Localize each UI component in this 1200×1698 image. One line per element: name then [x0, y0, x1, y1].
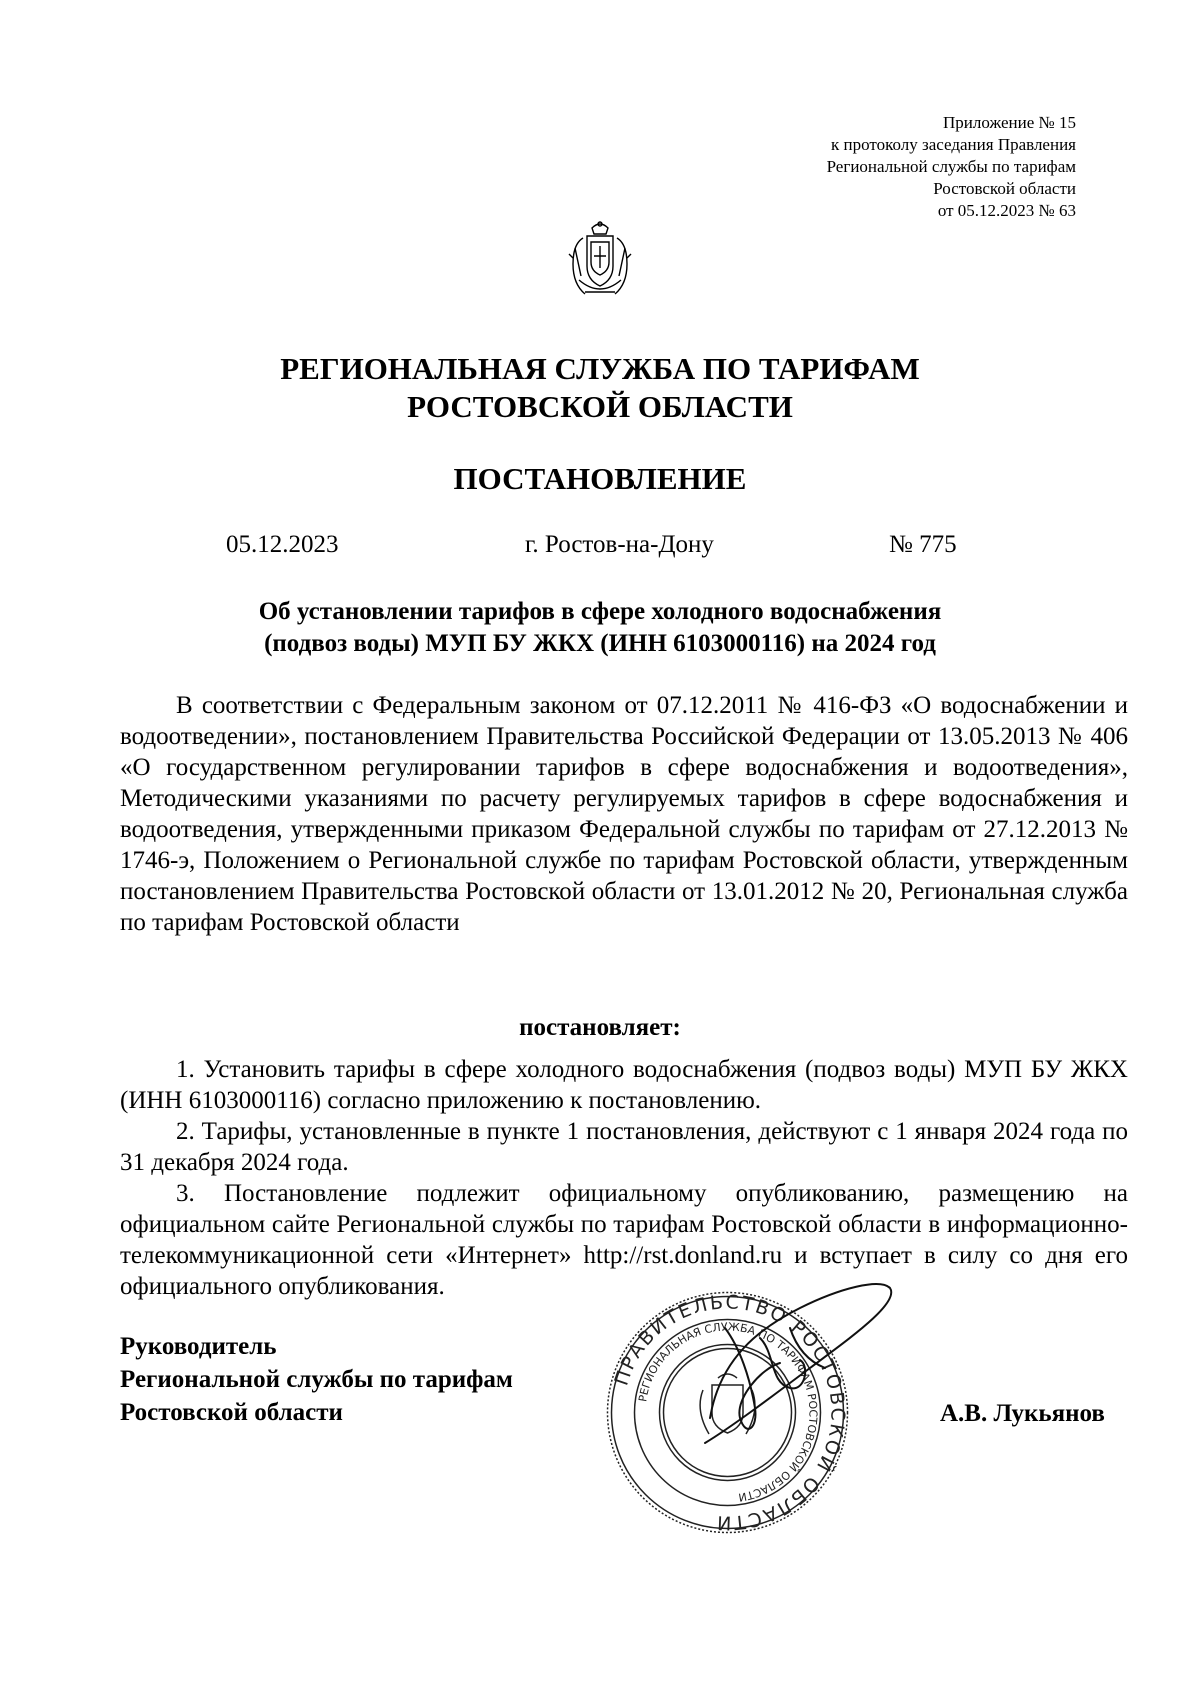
preamble-paragraph: В соответствии с Федеральным законом от 07.12.2011 № 416-ФЗ «О водоснабжении и водоотведении», постановлением Правительства Российской Федерации от 13.05.2013 № 406 «О государственном регулировании тарифов в сфере водоснабжения и водоотведения», Методическими указаниями по расчету регулируемых тарифов в сфере водоснабжения и водоотведения, утвержденными приказом Федеральной службы по тарифам от 27.12.2013 № 1746-э, Положением о Региональной службе по тарифам Ростовской области, утвержденным постановлением Правительства Ростовской области от 13.01.2012 № 20, Региональная служба по тарифам Ростовской области [120, 692, 1128, 936]
signatory-title-line: Региональной службы по тарифам [120, 1366, 513, 1393]
subject-line-2: (подвоз воды) МУП БУ ЖКХ (ИНН 6103000116) на 2024 год [264, 630, 936, 657]
stamp-outer-text: ПРАВИТЕЛЬСТВО РОСТОВСКОЙ ОБЛАСТИ [610, 1291, 849, 1534]
document-date: 05.12.2023 [226, 531, 339, 558]
appendix-line: от 05.12.2023 № 63 [937, 201, 1076, 220]
stamp-inner-text: РЕГИОНАЛЬНАЯ СЛУЖБА ПО ТАРИФАМ РОСТОВСКОЙ ОБЛАСТИ [636, 1320, 820, 1504]
coat-of-arms-icon [565, 218, 635, 304]
organization-line-2: РОСТОВСКОЙ ОБЛАСТИ [407, 389, 793, 424]
document-type: ПОСТАНОВЛЕНИЕ [453, 461, 747, 496]
appendix-line: Ростовской области [933, 179, 1076, 198]
signatory-title-line: Руководитель [120, 1333, 277, 1360]
resolution-items [120, 1054, 1128, 1302]
subject-line-1: Об установлении тарифов в сфере холодного водоснабжения [258, 598, 942, 625]
appendix-block [696, 112, 1076, 222]
organization-title [0, 350, 1200, 426]
signatory-title-line: Ростовской области [120, 1399, 343, 1426]
resolution-item: 1. Установить тарифы в сфере холодного водоснабжения (подвоз воды) МУП БУ ЖКХ (ИНН 6103000116) согласно приложению к постановлению. [120, 1056, 1128, 1114]
document-subject [120, 596, 1080, 660]
resolution-item: 3. Постановление подлежит официальному опубликованию, размещению на официальном сайте Региональной службы по тарифам Ростовской области в информационно-телекоммуникационной сети «Интернет» http://rst.donland.ru и вступает в силу со дня его официального опубликования. [120, 1180, 1128, 1300]
resolution-item: 2. Тарифы, установленные в пункте 1 постановления, действуют с 1 января 2024 года по 31 декабря 2024 года. [120, 1118, 1128, 1176]
organization-line-1: РЕГИОНАЛЬНАЯ СЛУЖБА ПО ТАРИФАМ [280, 351, 920, 386]
handwritten-signature [650, 1268, 910, 1478]
document-city: г. Ростов-на-Дону [525, 531, 714, 558]
appendix-line: к протоколу заседания Правления [831, 135, 1076, 154]
appendix-line: Региональной службы по тарифам [826, 157, 1076, 176]
document-number: № 775 [889, 531, 957, 558]
resolves-heading: постановляет: [519, 1014, 681, 1041]
signatory-title [120, 1330, 513, 1429]
appendix-line: Приложение № 15 [943, 113, 1076, 132]
signatory-name: А.В. Лукьянов [940, 1400, 1105, 1427]
